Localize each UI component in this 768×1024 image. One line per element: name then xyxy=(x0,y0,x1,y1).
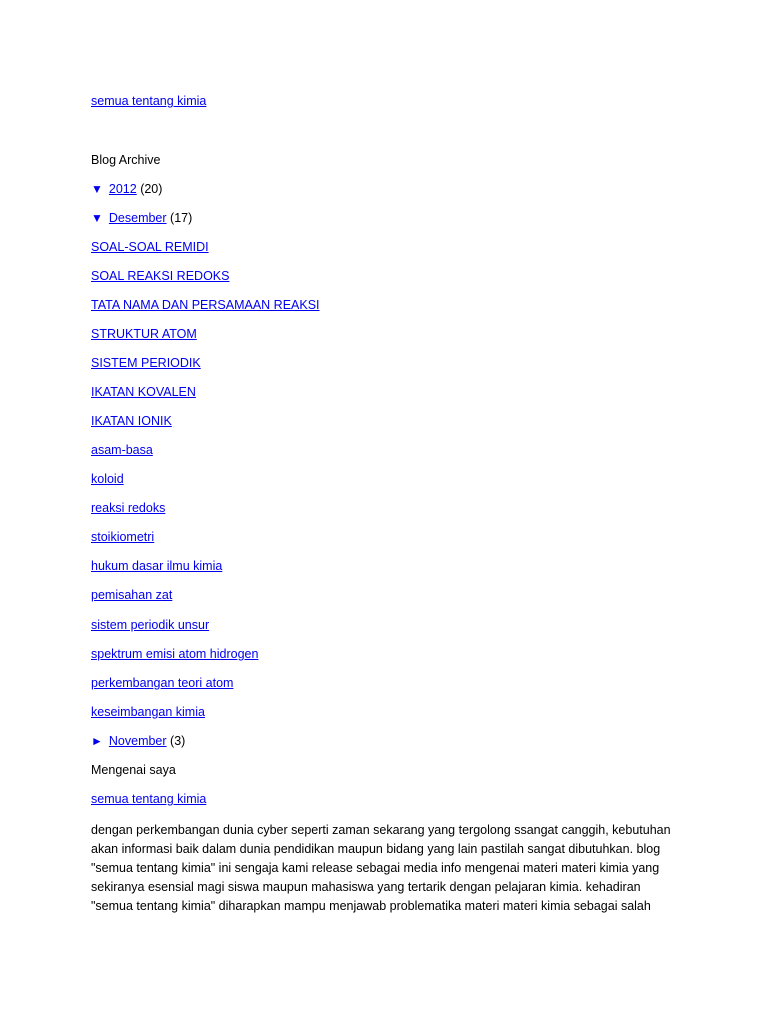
expand-triangle-icon: ► xyxy=(91,734,103,748)
archive-month-desember xyxy=(91,210,192,226)
archive-post-link[interactable]: TATA NAMA DAN PERSAMAAN REAKSI xyxy=(91,298,320,312)
archive-post-link[interactable]: SOAL REAKSI REDOKS xyxy=(91,269,230,283)
archive-month-toggle[interactable] xyxy=(91,211,167,225)
archive-post-link[interactable]: sistem periodik unsur xyxy=(91,618,210,632)
archive-post-link[interactable]: SISTEM PERIODIK xyxy=(91,356,201,370)
archive-post-link[interactable]: koloid xyxy=(91,472,124,486)
archive-post-link[interactable]: hukum dasar ilmu kimia xyxy=(91,559,223,573)
about-heading: Mengenai saya xyxy=(91,763,176,777)
archive-year-toggle[interactable] xyxy=(91,182,137,196)
archive-post-link[interactable]: spektrum emisi atom hidrogen xyxy=(91,647,259,661)
archive-month-count: (17) xyxy=(170,211,193,225)
blog-archive-heading: Blog Archive xyxy=(91,153,161,167)
archive-post-link[interactable]: asam-basa xyxy=(91,443,153,457)
archive-year-2012 xyxy=(91,181,162,197)
archive-month-november xyxy=(91,733,185,749)
collapse-triangle-icon: ▼ xyxy=(91,182,103,196)
archive-post-link[interactable]: stoikiometri xyxy=(91,530,155,544)
profile-link[interactable]: semua tentang kimia xyxy=(91,792,207,806)
archive-month-count: (3) xyxy=(170,734,186,748)
archive-post-link[interactable]: IKATAN IONIK xyxy=(91,414,172,428)
collapse-triangle-icon: ▼ xyxy=(91,211,103,225)
archive-post-link[interactable]: pemisahan zat xyxy=(91,588,173,602)
archive-post-link[interactable]: reaksi redoks xyxy=(91,501,166,515)
archive-post-link[interactable]: IKATAN KOVALEN xyxy=(91,385,196,399)
archive-month-label: November xyxy=(108,734,167,748)
archive-month-toggle[interactable] xyxy=(91,734,167,748)
archive-post-link[interactable]: SOAL-SOAL REMIDI xyxy=(91,240,209,254)
archive-year-count: (20) xyxy=(140,182,163,196)
blog-title-link[interactable]: semua tentang kimia xyxy=(91,94,207,108)
archive-month-label: Desember xyxy=(108,211,167,225)
about-description: dengan perkembangan dunia cyber seperti zaman sekarang yang tergolong ssangat canggih, kebutuhan akan informasi baik dalam dunia pendidikan maupun bidang yang lain pastilah sangat dibutuhkan. blog "semua tentang kimia" ini sengaja kami release sebagai media info mengenai materi materi kimia yang sekiranya esensial magi siswa maupun mahasiswa yang tertarik dengan pelajaran kimia. kehadiran "semua tentang kimia" diharapkan mampu menjawab problematika materi materi kimia sebagai salah xyxy=(91,823,671,913)
archive-post-link[interactable]: keseimbangan kimia xyxy=(91,705,205,719)
archive-post-link[interactable]: STRUKTUR ATOM xyxy=(91,327,197,341)
archive-post-link[interactable]: perkembangan teori atom xyxy=(91,676,234,690)
archive-year-label: 2012 xyxy=(108,182,137,196)
